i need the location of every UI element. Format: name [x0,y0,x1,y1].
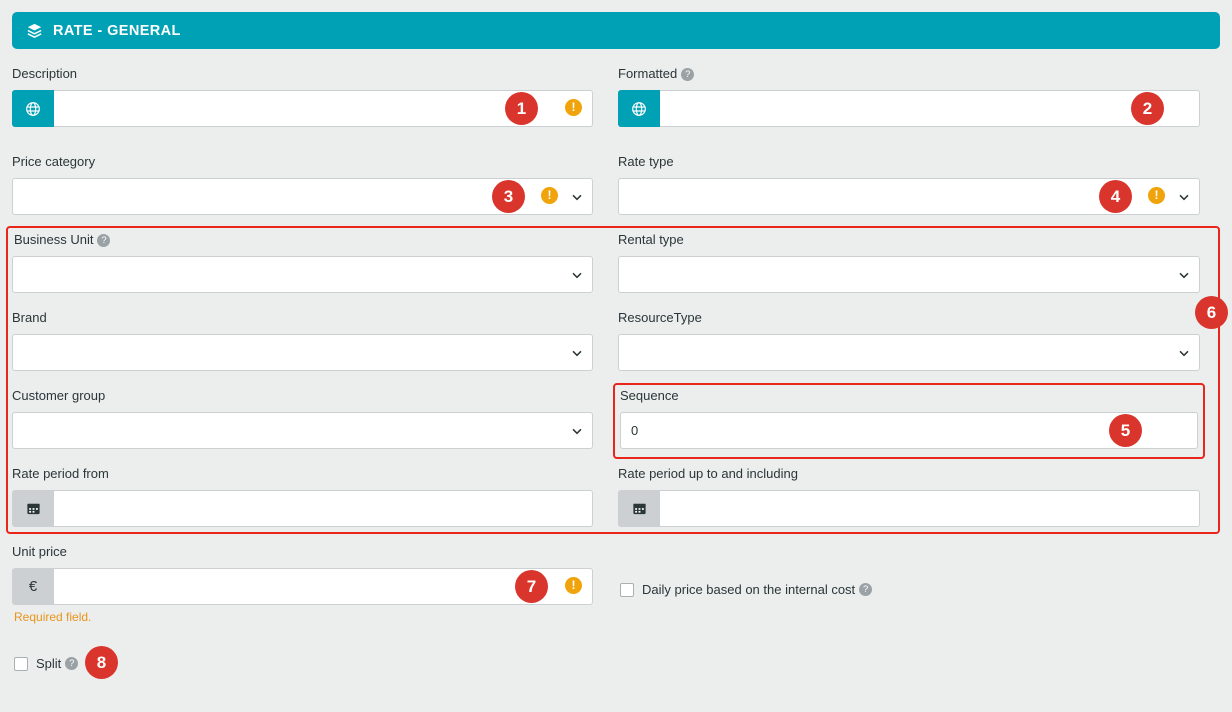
globe-icon[interactable] [12,90,54,127]
label-resource-type: ResourceType [618,310,702,325]
panel-title: RATE - GENERAL [53,22,181,39]
daily-price-label: Daily price based on the internal cost [642,582,856,597]
business-unit-select[interactable] [12,256,593,293]
field-rate-period-from[interactable] [12,490,593,527]
marker-7: 7 [515,570,548,603]
globe-icon[interactable] [618,90,660,127]
label-rate-period-from: Rate period from [12,466,109,481]
daily-price-checkbox-row[interactable] [620,582,872,597]
chevron-down-icon[interactable] [571,347,583,359]
label-customer-group: Customer group [12,388,106,403]
label-rental-type: Rental type [618,232,684,247]
rate-type-warning-icon: ! [1148,187,1165,204]
split-checkbox[interactable] [14,657,28,671]
customer-group-select[interactable] [12,412,593,449]
panel-header [12,12,1220,49]
marker-3: 3 [492,180,525,213]
field-formatted[interactable] [618,90,1200,127]
label-rate-type: Rate type [618,154,674,169]
chevron-down-icon[interactable] [571,269,583,281]
split-help-icon[interactable]: ? [65,657,78,670]
label-formatted: Formatted ? [618,66,694,81]
calendar-icon[interactable] [618,490,660,527]
resource-type-select[interactable] [618,334,1200,371]
label-business-unit: Business Unit ? [14,232,110,247]
chevron-down-icon[interactable] [571,191,583,203]
field-unit-price[interactable] [12,568,593,605]
chevron-down-icon[interactable] [571,425,583,437]
marker-6: 6 [1195,296,1228,329]
price-category-warning-icon: ! [541,187,558,204]
daily-price-checkbox[interactable] [620,583,634,597]
calendar-icon[interactable] [12,490,54,527]
business-unit-help-icon[interactable]: ? [97,234,110,247]
formatted-input[interactable] [660,90,1200,127]
chevron-down-icon[interactable] [1178,347,1190,359]
marker-8: 8 [85,646,118,679]
daily-price-help-icon[interactable]: ? [859,583,872,596]
sequence-input[interactable]: 0 [620,412,1198,449]
field-rate-period-to[interactable] [618,490,1200,527]
unit-price-error-text: Required field. [14,610,92,624]
euro-icon: € [12,568,54,605]
marker-1: 1 [505,92,538,125]
chevron-down-icon[interactable] [1178,191,1190,203]
label-sequence: Sequence [620,388,679,403]
label-rate-period-to: Rate period up to and including [618,466,798,481]
layers-icon [24,21,44,41]
brand-select[interactable] [12,334,593,371]
split-label: Split [36,656,62,671]
unit-price-input[interactable] [54,568,593,605]
label-unit-price: Unit price [12,544,67,559]
label-description: Description [12,66,78,81]
chevron-down-icon[interactable] [1178,269,1190,281]
description-warning-icon: ! [565,99,582,116]
label-price-category: Price category [12,154,96,169]
marker-2: 2 [1131,92,1164,125]
marker-5: 5 [1109,414,1142,447]
marker-4: 4 [1099,180,1132,213]
rental-type-select[interactable] [618,256,1200,293]
split-checkbox-row[interactable] [14,656,78,671]
rate-period-from-input[interactable] [54,490,593,527]
label-brand: Brand [12,310,47,325]
rate-period-to-input[interactable] [660,490,1200,527]
formatted-help-icon[interactable]: ? [681,68,694,81]
unit-price-warning-icon: ! [565,577,582,594]
